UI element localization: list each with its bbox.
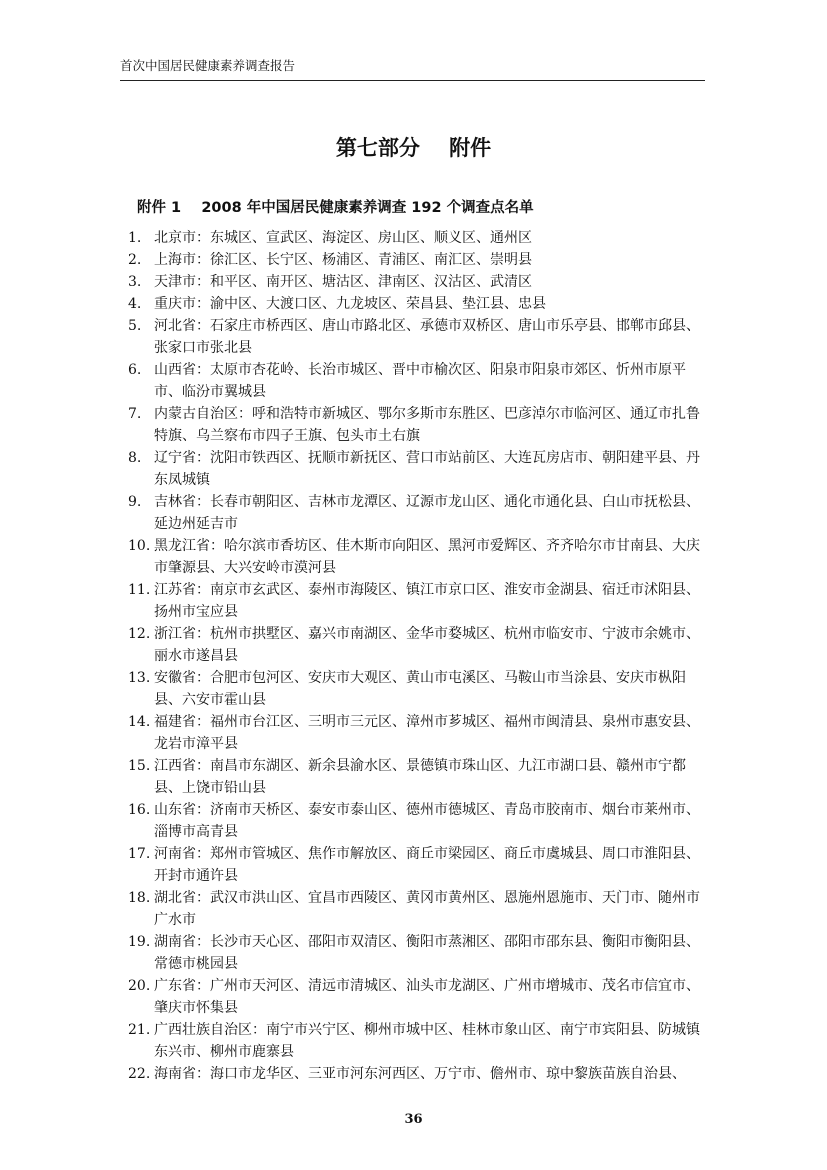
list-item-number: 6.	[128, 362, 142, 378]
list-item-number: 10.	[128, 538, 151, 554]
list-item	[128, 843, 708, 887]
list-item	[128, 271, 708, 293]
list-item	[128, 623, 708, 667]
list-item	[128, 887, 708, 931]
list-item	[128, 1019, 708, 1063]
list-item-text: 北京市：东城区、宣武区、海淀区、房山区、顺义区、通州区	[154, 230, 532, 246]
list-item	[128, 447, 708, 491]
list-item-number: 4.	[128, 296, 142, 312]
list-item	[128, 227, 708, 249]
list-item	[128, 1063, 708, 1085]
list-item-number: 9.	[128, 494, 142, 510]
list-item	[128, 491, 708, 535]
list-item-number: 11.	[128, 582, 151, 598]
list-item-text: 湖南省：长沙市天心区、邵阳市双清区、衡阳市蒸湘区、邵阳市邵东县、衡阳市衡阳县、常德市桃园县	[154, 934, 700, 972]
list-item-text: 天津市：和平区、南开区、塘沽区、津南区、汉沽区、武清区	[154, 274, 532, 290]
list-item-text: 河南省：郑州市管城区、焦作市解放区、商丘市梁园区、商丘市虞城县、周口市淮阳县、开封市通许县	[154, 846, 700, 884]
list-item	[128, 315, 708, 359]
list-item-text: 辽宁省：沈阳市铁西区、抚顺市新抚区、营口市站前区、大连瓦房店市、朝阳建平县、丹东凤城镇	[154, 450, 700, 488]
page-number: 36	[404, 1112, 423, 1127]
section-title: 第七部分 附件	[335, 136, 492, 160]
list-item	[128, 403, 708, 447]
list-item	[128, 711, 708, 755]
list-item-number: 16.	[128, 802, 151, 818]
list-item-number: 5.	[128, 318, 142, 334]
list-item-number: 7.	[128, 406, 142, 422]
survey-site-list	[128, 227, 708, 1085]
list-item-text: 湖北省：武汉市洪山区、宜昌市西陵区、黄冈市黄州区、恩施州恩施市、天门市、随州市广水市	[154, 890, 700, 928]
list-item-number: 22.	[128, 1066, 151, 1082]
list-item	[128, 755, 708, 799]
list-item-text: 山东省：济南市天桥区、泰安市泰山区、德州市德城区、青岛市胶南市、烟台市莱州市、淄博市高青县	[154, 802, 700, 840]
list-item-text: 山西省：太原市杏花岭、长治市城区、晋中市榆次区、阳泉市阳泉市郊区、忻州市原平市、临汾市翼城县	[154, 362, 686, 400]
list-item-text: 安徽省：合肥市包河区、安庆市大观区、黄山市屯溪区、马鞍山市当涂县、安庆市枞阳县、六安市霍山县	[154, 670, 686, 708]
list-item-text: 上海市：徐汇区、长宁区、杨浦区、青浦区、南汇区、崇明县	[154, 252, 532, 268]
list-item	[128, 799, 708, 843]
list-item-number: 17.	[128, 846, 151, 862]
list-item	[128, 931, 708, 975]
list-item-number: 2.	[128, 252, 142, 268]
list-item-text: 重庆市：渝中区、大渡口区、九龙坡区、荣昌县、垫江县、忠县	[154, 296, 546, 312]
list-item	[128, 975, 708, 1019]
list-item-number: 20.	[128, 978, 151, 994]
list-item-number: 8.	[128, 450, 142, 466]
list-item-text: 浙江省：杭州市拱墅区、嘉兴市南湖区、金华市婺城区、杭州市临安市、宁波市余姚市、丽水市遂昌县	[154, 626, 700, 664]
list-item-number: 1.	[128, 230, 142, 246]
running-header: 首次中国居民健康素养调查报告	[120, 56, 705, 81]
list-item-number: 13.	[128, 670, 151, 686]
list-item-text: 江西省：南昌市东湖区、新余县渝水区、景德镇市珠山区、九江市湖口县、赣州市宁都县、上饶市铅山县	[154, 758, 686, 796]
list-item-number: 14.	[128, 714, 151, 730]
list-item	[128, 579, 708, 623]
list-item-text: 广西壮族自治区：南宁市兴宁区、柳州市城中区、桂林市象山区、南宁市宾阳县、防城镇东兴市、柳州市鹿寨县	[154, 1022, 700, 1060]
list-item-text: 黑龙江省：哈尔滨市香坊区、佳木斯市向阳区、黑河市爱辉区、齐齐哈尔市甘南县、大庆市肇源县、大兴安岭市漠河县	[154, 538, 700, 576]
list-item	[128, 535, 708, 579]
list-item-number: 19.	[128, 934, 151, 950]
list-item-number: 21.	[128, 1022, 151, 1038]
list-item-text: 海南省：海口市龙华区、三亚市河东河西区、万宁市、儋州市、琼中黎族苗族自治县、	[154, 1066, 686, 1082]
list-item-text: 江苏省：南京市玄武区、泰州市海陵区、镇江市京口区、淮安市金湖县、宿迁市沭阳县、扬州市宝应县	[154, 582, 700, 620]
list-item	[128, 249, 708, 271]
list-item-text: 福建省：福州市台江区、三明市三元区、漳州市芗城区、福州市闽清县、泉州市惠安县、龙岩市漳平县	[154, 714, 700, 752]
list-item-text: 吉林省：长春市朝阳区、吉林市龙潭区、辽源市龙山区、通化市通化县、白山市抚松县、延边州延吉市	[154, 494, 700, 532]
list-item-number: 12.	[128, 626, 151, 642]
list-item-text: 内蒙古自治区：呼和浩特市新城区、鄂尔多斯市东胜区、巴彦淖尔市临河区、通辽市扎鲁特旗、乌兰察布市四子王旗、包头市土右旗	[154, 406, 700, 444]
list-item	[128, 293, 708, 315]
list-item-number: 3.	[128, 274, 142, 290]
list-item	[128, 359, 708, 403]
appendix-title: 附件 1 2008 年中国居民健康素养调查 192 个调查点名单	[137, 200, 534, 216]
list-item-text: 广东省：广州市天河区、清远市清城区、汕头市龙湖区、广州市增城市、茂名市信宜市、肇庆市怀集县	[154, 978, 700, 1016]
list-item-text: 河北省：石家庄市桥西区、唐山市路北区、承德市双桥区、唐山市乐亭县、邯郸市邱县、张家口市张北县	[154, 318, 700, 356]
list-item-number: 15.	[128, 758, 151, 774]
list-item	[128, 667, 708, 711]
list-item-number: 18.	[128, 890, 151, 906]
